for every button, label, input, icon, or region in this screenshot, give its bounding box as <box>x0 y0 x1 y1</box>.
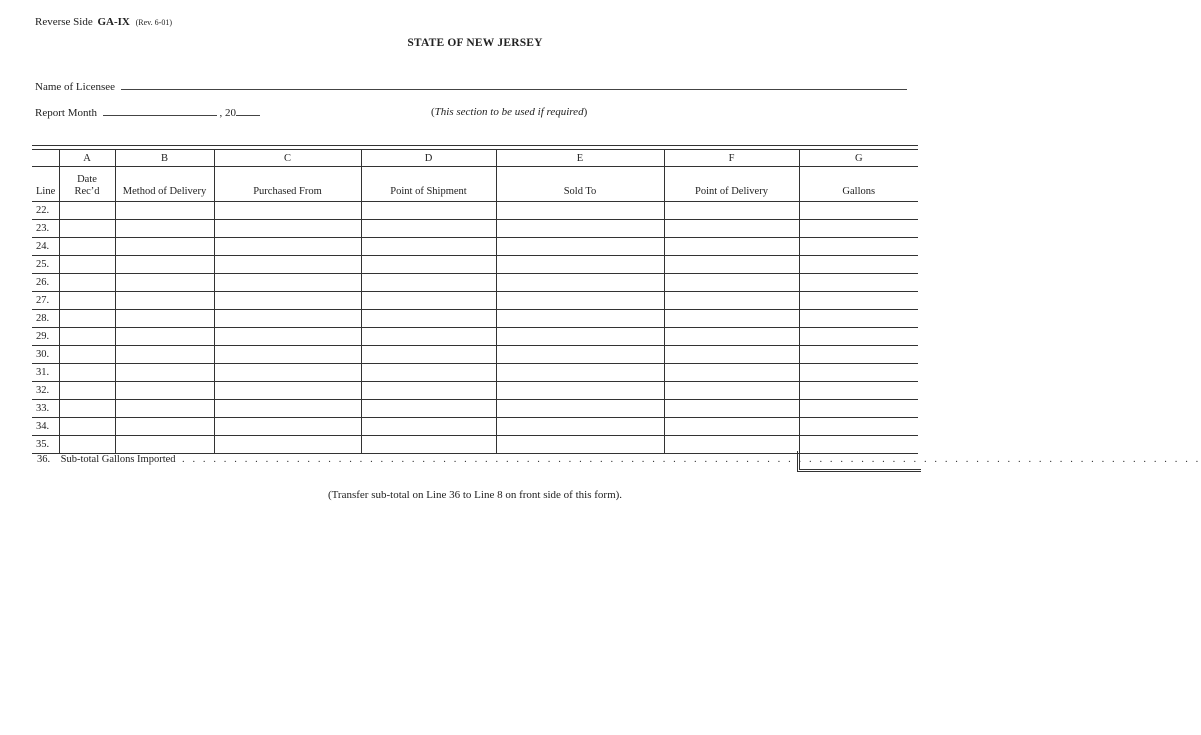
entry-cell[interactable] <box>664 346 799 364</box>
entry-cell[interactable] <box>664 256 799 274</box>
column-letter: F <box>664 150 799 167</box>
entry-cell[interactable] <box>361 382 496 400</box>
entry-cell[interactable] <box>214 346 361 364</box>
form-id: GA-IX <box>97 16 130 28</box>
line-number: 24. <box>32 238 59 256</box>
entry-cell[interactable] <box>115 274 214 292</box>
section-note-text: This section to be used if required <box>434 106 584 118</box>
entry-cell[interactable] <box>799 400 918 418</box>
line-number: 31. <box>32 364 59 382</box>
entry-cell[interactable] <box>115 328 214 346</box>
entry-cell[interactable] <box>214 310 361 328</box>
table-row <box>32 256 918 274</box>
entry-cell[interactable] <box>214 238 361 256</box>
line-number: 22. <box>32 202 59 220</box>
column-header: Point of Delivery <box>664 167 799 202</box>
entry-cell[interactable] <box>115 382 214 400</box>
entry-cell[interactable] <box>59 256 115 274</box>
entry-cell[interactable] <box>214 418 361 436</box>
line-number: 27. <box>32 292 59 310</box>
table-row <box>32 382 918 400</box>
entry-cell[interactable] <box>496 346 664 364</box>
table-row <box>32 364 918 382</box>
table-row <box>32 202 918 220</box>
entry-cell[interactable] <box>664 310 799 328</box>
column-letter: C <box>214 150 361 167</box>
entry-cell[interactable] <box>59 238 115 256</box>
column-letter: B <box>115 150 214 167</box>
entry-cell[interactable] <box>59 346 115 364</box>
subtotal-line-number: 36. <box>37 454 51 465</box>
year-prefix: , 20 <box>219 107 237 119</box>
page-title: STATE OF NEW JERSEY <box>407 37 543 49</box>
line-number: 32. <box>32 382 59 400</box>
line-number: 23. <box>32 220 59 238</box>
column-header: Purchased From <box>214 167 361 202</box>
form-header <box>35 16 172 28</box>
entry-cell[interactable] <box>214 364 361 382</box>
table-row <box>32 292 918 310</box>
entry-cell[interactable] <box>361 400 496 418</box>
column-header-row <box>32 167 918 202</box>
entry-cell[interactable] <box>799 310 918 328</box>
column-letter-row <box>32 150 918 167</box>
column-header: Date Rec’d <box>59 167 115 202</box>
entry-cell[interactable] <box>496 256 664 274</box>
column-header: Gallons <box>799 167 918 202</box>
entry-cell[interactable] <box>361 346 496 364</box>
entry-cell[interactable] <box>361 418 496 436</box>
entry-cell[interactable] <box>496 400 664 418</box>
entry-cell[interactable] <box>496 364 664 382</box>
entry-cell[interactable] <box>59 220 115 238</box>
entry-cell[interactable] <box>496 238 664 256</box>
line-number: 25. <box>32 256 59 274</box>
licensee-label: Name of Licensee <box>35 81 116 93</box>
entry-cell[interactable] <box>115 400 214 418</box>
entry-cell[interactable] <box>214 256 361 274</box>
line-number: 28. <box>32 310 59 328</box>
table-top-rule <box>32 145 918 146</box>
entry-cell[interactable] <box>664 292 799 310</box>
table-row <box>32 328 918 346</box>
entry-cell[interactable] <box>799 346 918 364</box>
entry-cell[interactable] <box>799 328 918 346</box>
entry-cell[interactable] <box>115 238 214 256</box>
entry-cell[interactable] <box>664 418 799 436</box>
report-year-field[interactable] <box>236 106 260 116</box>
entry-cell[interactable] <box>361 310 496 328</box>
entry-cell[interactable] <box>214 202 361 220</box>
line-number: 33. <box>32 400 59 418</box>
reverse-side-label: Reverse Side <box>35 16 93 28</box>
entry-cell[interactable] <box>214 220 361 238</box>
table-row <box>32 310 918 328</box>
entry-cell[interactable] <box>496 220 664 238</box>
entry-cell[interactable] <box>115 202 214 220</box>
transfer-note: (Transfer sub-total on Line 36 to Line 8 on front side of this form). <box>327 489 623 501</box>
entry-cell[interactable] <box>361 202 496 220</box>
entry-cell[interactable] <box>214 274 361 292</box>
table-row <box>32 220 918 238</box>
table-row <box>32 346 918 364</box>
table-row <box>32 400 918 418</box>
entry-cell[interactable] <box>496 328 664 346</box>
entry-cell[interactable] <box>496 310 664 328</box>
entry-cell[interactable] <box>799 202 918 220</box>
entry-cell[interactable] <box>664 274 799 292</box>
table-row <box>32 274 918 292</box>
entry-cell[interactable] <box>115 256 214 274</box>
leader-dots: . . . . . . . . . . . . . . . . . . . . . . . . . . . . . . . . . . . . . . . . . . . . . . . . . . . . . . . . . . . . . . . . . . . . . . . . . . . . . . . . . . . . . . . . . . . . . . . . . . <box>182 454 1201 465</box>
entry-cell[interactable] <box>664 328 799 346</box>
table-body <box>32 202 918 454</box>
entry-cell[interactable] <box>115 220 214 238</box>
entry-cell[interactable] <box>799 418 918 436</box>
entry-cell[interactable] <box>496 274 664 292</box>
licensee-row <box>35 80 907 93</box>
entry-cell[interactable] <box>664 400 799 418</box>
line-number: 30. <box>32 346 59 364</box>
entry-cell[interactable] <box>496 202 664 220</box>
column-header: Method of Delivery <box>115 167 214 202</box>
entry-cell[interactable] <box>361 256 496 274</box>
entry-cell[interactable] <box>799 364 918 382</box>
line-number: 29. <box>32 328 59 346</box>
entry-cell[interactable] <box>214 292 361 310</box>
column-letter: E <box>496 150 664 167</box>
entry-cell[interactable] <box>361 292 496 310</box>
column-header: Point of Shipment <box>361 167 496 202</box>
entry-cell[interactable] <box>496 418 664 436</box>
entry-cell[interactable] <box>361 220 496 238</box>
line-number: 26. <box>32 274 59 292</box>
column-letter: A <box>59 150 115 167</box>
line-number: 35. <box>32 436 59 454</box>
entry-cell[interactable] <box>59 382 115 400</box>
entry-cell[interactable] <box>664 202 799 220</box>
column-letter: G <box>799 150 918 167</box>
entry-cell[interactable] <box>115 418 214 436</box>
entry-cell[interactable] <box>115 346 214 364</box>
entry-cell[interactable] <box>361 328 496 346</box>
report-month-row <box>35 106 260 119</box>
report-month-label: Report Month <box>35 107 98 119</box>
entry-cell[interactable] <box>115 364 214 382</box>
entry-cell[interactable] <box>664 382 799 400</box>
table-row <box>32 238 918 256</box>
line-number: 34. <box>32 418 59 436</box>
entry-cell[interactable] <box>496 292 664 310</box>
entry-cell[interactable] <box>59 310 115 328</box>
entry-cell[interactable] <box>664 238 799 256</box>
entry-cell[interactable] <box>214 382 361 400</box>
entry-cell[interactable] <box>59 418 115 436</box>
section-note: (This section to be used if required) <box>431 106 588 118</box>
subtotal-gallons-field[interactable] <box>797 451 921 472</box>
entry-cell[interactable] <box>799 238 918 256</box>
report-month-field[interactable] <box>103 106 217 116</box>
entry-cell[interactable] <box>664 220 799 238</box>
entry-cell[interactable] <box>361 274 496 292</box>
column-header: Sold To <box>496 167 664 202</box>
entry-cell[interactable] <box>115 292 214 310</box>
entry-cell[interactable] <box>59 328 115 346</box>
table-row <box>32 418 918 436</box>
entry-cell[interactable] <box>799 292 918 310</box>
entry-cell[interactable] <box>799 274 918 292</box>
entry-cell[interactable] <box>361 238 496 256</box>
entry-cell[interactable] <box>496 382 664 400</box>
entry-cell[interactable] <box>59 364 115 382</box>
revision-label: (Rev. 6-01) <box>135 18 172 27</box>
entry-cell[interactable] <box>799 256 918 274</box>
subtotal-label: Sub-total Gallons Imported <box>60 454 176 465</box>
line-header: Line <box>32 167 59 202</box>
entry-cell[interactable] <box>59 274 115 292</box>
entry-cell[interactable] <box>214 328 361 346</box>
entry-cell[interactable] <box>59 202 115 220</box>
entry-cell[interactable] <box>361 364 496 382</box>
entry-cell[interactable] <box>214 400 361 418</box>
import-table <box>32 149 918 454</box>
entry-cell[interactable] <box>799 220 918 238</box>
subtotal-row <box>32 451 1201 470</box>
licensee-field[interactable] <box>121 80 907 90</box>
column-letter: D <box>361 150 496 167</box>
entry-cell[interactable] <box>664 364 799 382</box>
entry-cell[interactable] <box>115 310 214 328</box>
entry-cell[interactable] <box>59 292 115 310</box>
entry-cell[interactable] <box>59 400 115 418</box>
entry-cell[interactable] <box>799 382 918 400</box>
